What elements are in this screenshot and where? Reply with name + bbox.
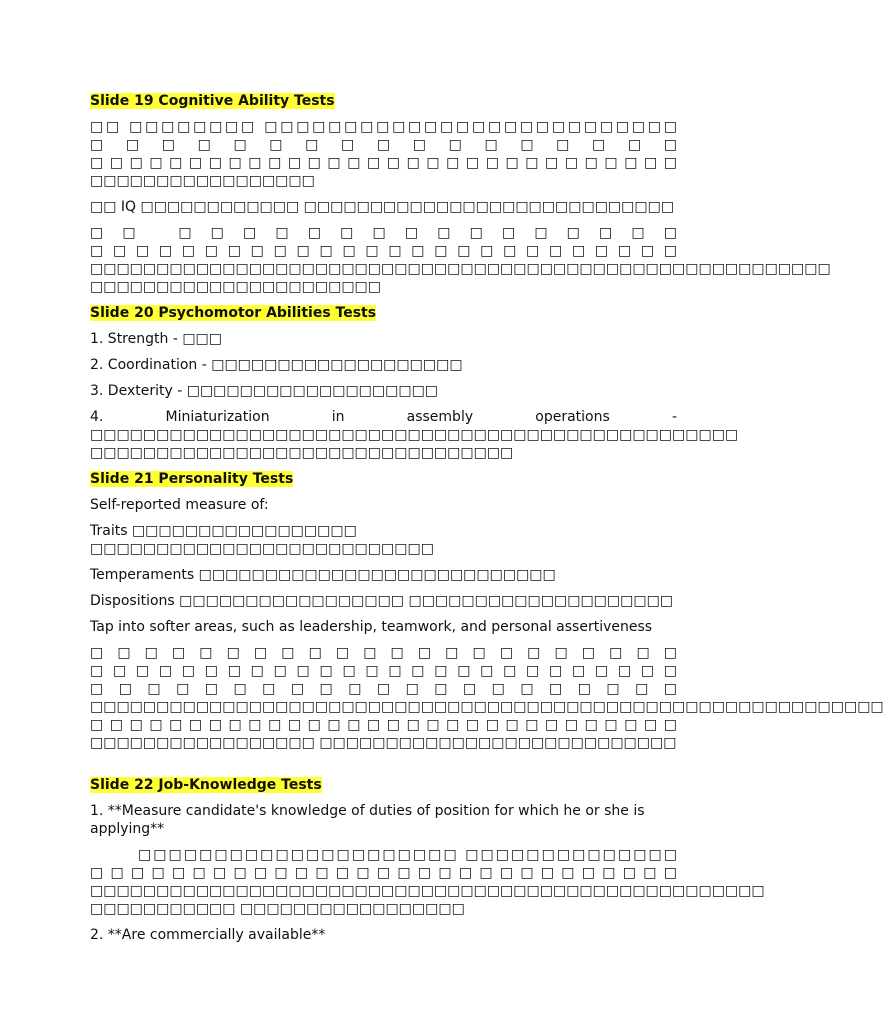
slide-19-section [90, 92, 831, 296]
slide-21-heading: Slide 21 Personality Tests [90, 471, 294, 487]
list-item: 1. **Measure candidate's knowledge of duties of position for which he or she is applying** [90, 803, 645, 837]
paragraph: □□ □□□□□□□□ □□□□□□□□□□□□□□□□□□□□□□□□□□ □□□□□□□□□□□□□□□□□ □□□□□□□□□□□□□□□□□□□□□□□□□□□□□□ □□□□□□□□□□□□□□□□□ [90, 119, 677, 189]
paragraph: Traits □□□□□□□□□□□□□□□□□ □□□□□□□□□□□□□□□□□□□□□□□□□□ [90, 523, 434, 557]
slide-heading [90, 92, 677, 110]
paragraph: □□ IQ □□□□□□□□□□□□ □□□□□□□□□□□□□□□□□□□□□□□□□□□□ [90, 199, 675, 215]
slide-19-heading: Slide 19 Cognitive Ability Tests [90, 93, 335, 109]
slide-22-heading: Slide 22 Job-Knowledge Tests [90, 777, 322, 793]
paragraph: Self-reported measure of: [90, 497, 269, 513]
slide-20-heading: Slide 20 Psychomotor Abilities Tests [90, 305, 377, 321]
paragraph: Temperaments □□□□□□□□□□□□□□□□□□□□□□□□□□□ [90, 567, 556, 583]
list-item: 3. Dexterity - □□□□□□□□□□□□□□□□□□□ [90, 383, 439, 399]
slide-heading [90, 470, 677, 488]
paragraph: □□ □□□□□□□□□□□□□□□□ □□□□□□□□□□□□□□□□□□□□□□□□□□ □□□□□□□□□□□□□□□□□□□□□□□□□□□□□□□□□□□□□□□□□□□□□□□□□□□□□□□□ □□□□□□□□□□□□□□□□□□□□□□ [90, 225, 831, 295]
slide-21-section [90, 470, 884, 752]
list-item: 2. Coordination - □□□□□□□□□□□□□□□□□□□ [90, 357, 463, 373]
slide-heading [90, 304, 677, 322]
list-item: 4. Miniaturization in assembly operations - □□□□□□□□□□□□□□□□□□□□□□□□□□□□□□□□□□□□□□□□□□□□□□□□□ □□□□□□□□□□□□□□□□□□□□□□□□□□□□□□□□ [90, 409, 739, 461]
paragraph: □□□□□□□□□□□□□□□□□□□□□□ □□□□□□□□□□□□□□□□□□□□□□□□□□ □□□□□□□□□□□□□□□□□□□□□ □□□□□□□□□□□□□□□□□□□□□□□□□□□□□□□□□□□□□□□□□□□□□□□□□□□□□□□□□□□□ □□□□□□□□□□□□□□□□□□□□□□□□□□□□□□ □□□□□□□□□□□□□□□□□ □□□□□□□□□□□□□□□□□□□□□□□□□□□ [90, 645, 884, 751]
list-item: 2. **Are commercially available** [90, 927, 326, 943]
slide-22-section [90, 776, 765, 944]
slide-20-section [90, 304, 739, 462]
paragraph: Tap into softer areas, such as leadership, teamwork, and personal assertiveness [90, 619, 653, 635]
document-page [90, 92, 884, 952]
list-item: 1. Strength - □□□ [90, 331, 223, 347]
paragraph: □□□□□□□□□□□□□□□□□□□□□ □□□□□□□□□□□□□□ □□□□□□□□□□□□□□□□□□□□□□□□□□□□□ □□□□□□□□□□□□□□□□□□□□□□□□□□□□□□□□□□□□□□□□□□□□□□□□□□□ □□□□□□□□□□□ □□□□□□□□□□□□□□□□□ [90, 847, 765, 917]
paragraph: Dispositions □□□□□□□□□□□□□□□□□ □□□□□□□□□□□□□□□□□□□□ [90, 593, 674, 609]
slide-heading [90, 776, 677, 794]
